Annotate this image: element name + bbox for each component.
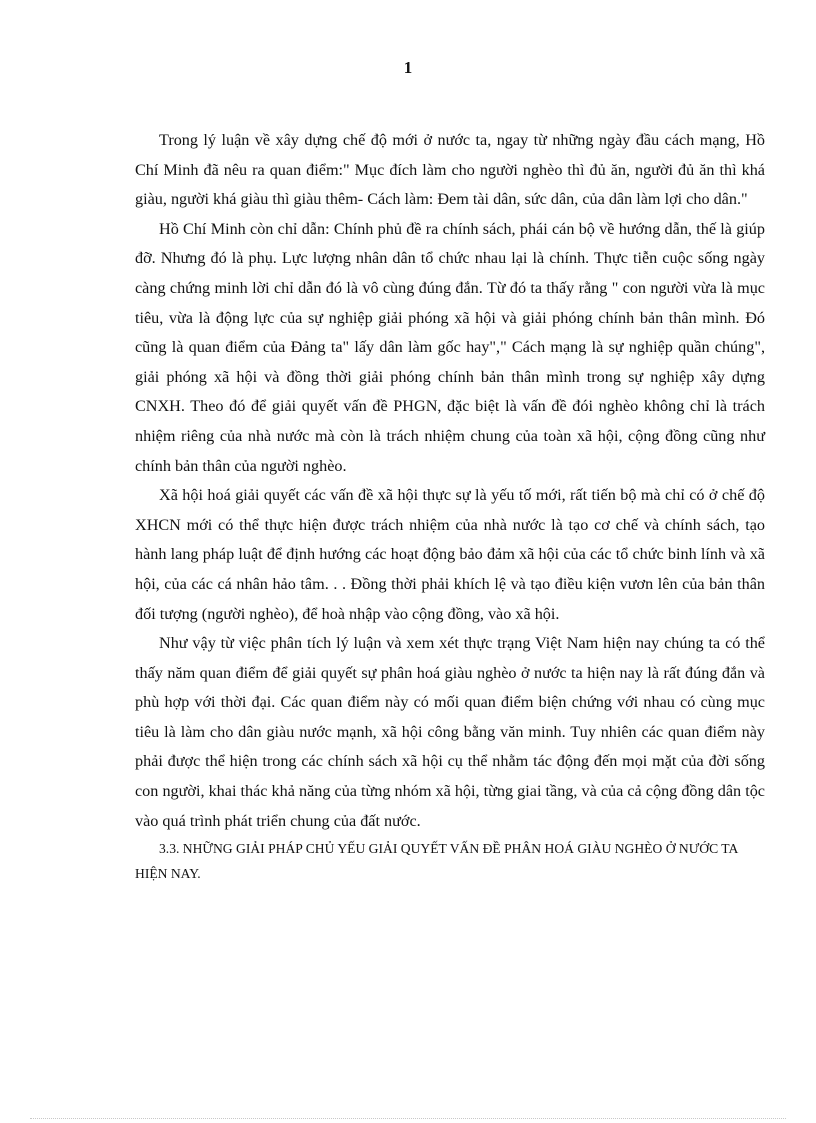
section-heading: 3.3. NHỮNG GIẢI PHÁP CHỦ YẾU GIẢI QUYẾT VẤN ĐỀ PHÂN HOÁ GIÀU NGHÈO Ở NƯỚC TA HIỆN NAY. (135, 841, 738, 882)
paragraph-4: Như vậy từ việc phân tích lý luận và xem xét thực trạng Việt Nam hiện nay chúng ta có thể thấy năm quan điểm để giải quyết sự phân hoá giàu nghèo ở nước ta hiện nay là rất đúng đắn và phù hợp với thời đại. Các quan điểm này có mối quan điểm biện chứng với nhau có cùng mục tiêu là làm cho dân giàu nước mạnh, xã hội công bằng văn minh. Tuy nhiên các quan điểm này phải được thể hiện trong các chính sách xã hội cụ thể nhằm tác động đến mọi mặt của đời sống con người, khai thác khả năng của từng nhóm xã hội, từng giai tầng, và của cả cộng đồng dân tộc vào quá trình phát triển chung của đất nước. (135, 634, 765, 830)
paragraph-1: Trong lý luận về xây dựng chế độ mới ở nước ta, ngay từ những ngày đầu cách mạng, Hồ Chí Minh đã nêu ra quan điểm:" Mục đích làm cho người nghèo thì đủ ăn, người đủ ăn thì khá giàu, người khá giàu thì giàu thêm- Cách làm: Đem tài dân, sức dân, của dân làm lợi cho dân." (135, 131, 765, 209)
paragraph-2: Hồ Chí Minh còn chỉ dẫn: Chính phủ đề ra chính sách, phái cán bộ về hướng dẫn, thế là giúp đỡ. Nhưng đó là phụ. Lực lượng nhân dân tổ chức nhau lại là chính. Thực tiễn cuộc sống ngày càng chứng minh lời chỉ dẫn đó là vô cùng đúng đắn. Từ đó ta thấy rằng " con người vừa là mục tiêu, vừa là động lực của sự nghiệp giải phóng xã hội và giải phóng chính bản thân mình. Đó cũng là quan điểm của Đảng ta" lấy dân làm gốc hay"," Cách mạng là sự nghiệp quần chúng", giải phóng xã hội và đồng thời giải phóng chính bản thân mình trong sự nghiệp xây dựng CNXH. Theo đó để giải quyết vấn đề PHGN, đặc biệt là vấn đề đói nghèo không chỉ là trách nhiệm riêng của nhà nước mà còn là trách nhiệm chung của toàn xã hội, cộng đồng cũng như chính bản thân của người nghèo. (135, 219, 765, 475)
page-bottom-divider (30, 1118, 786, 1119)
paragraph-3: Xã hội hoá giải quyết các vấn đề xã hội thực sự là yếu tố mới, rất tiến bộ mà chỉ có ở chế độ XHCN mới có thể thực hiện được trách nhiệm của nhà nước là tạo cơ chế và chính sách, tạo hành lang pháp luật để định hướng các hoạt động bảo đảm xã hội của các tổ chức binh lính và xã hội, của các cá nhân hảo tâm. . . Đồng thời phải khích lệ và tạo điều kiện vươn lên của bản thân đối tượng (người nghèo), để hoà nhập vào cộng đồng, vào xã hội. (135, 486, 765, 623)
page-number: 1 (403, 58, 413, 77)
document-body (135, 126, 765, 886)
